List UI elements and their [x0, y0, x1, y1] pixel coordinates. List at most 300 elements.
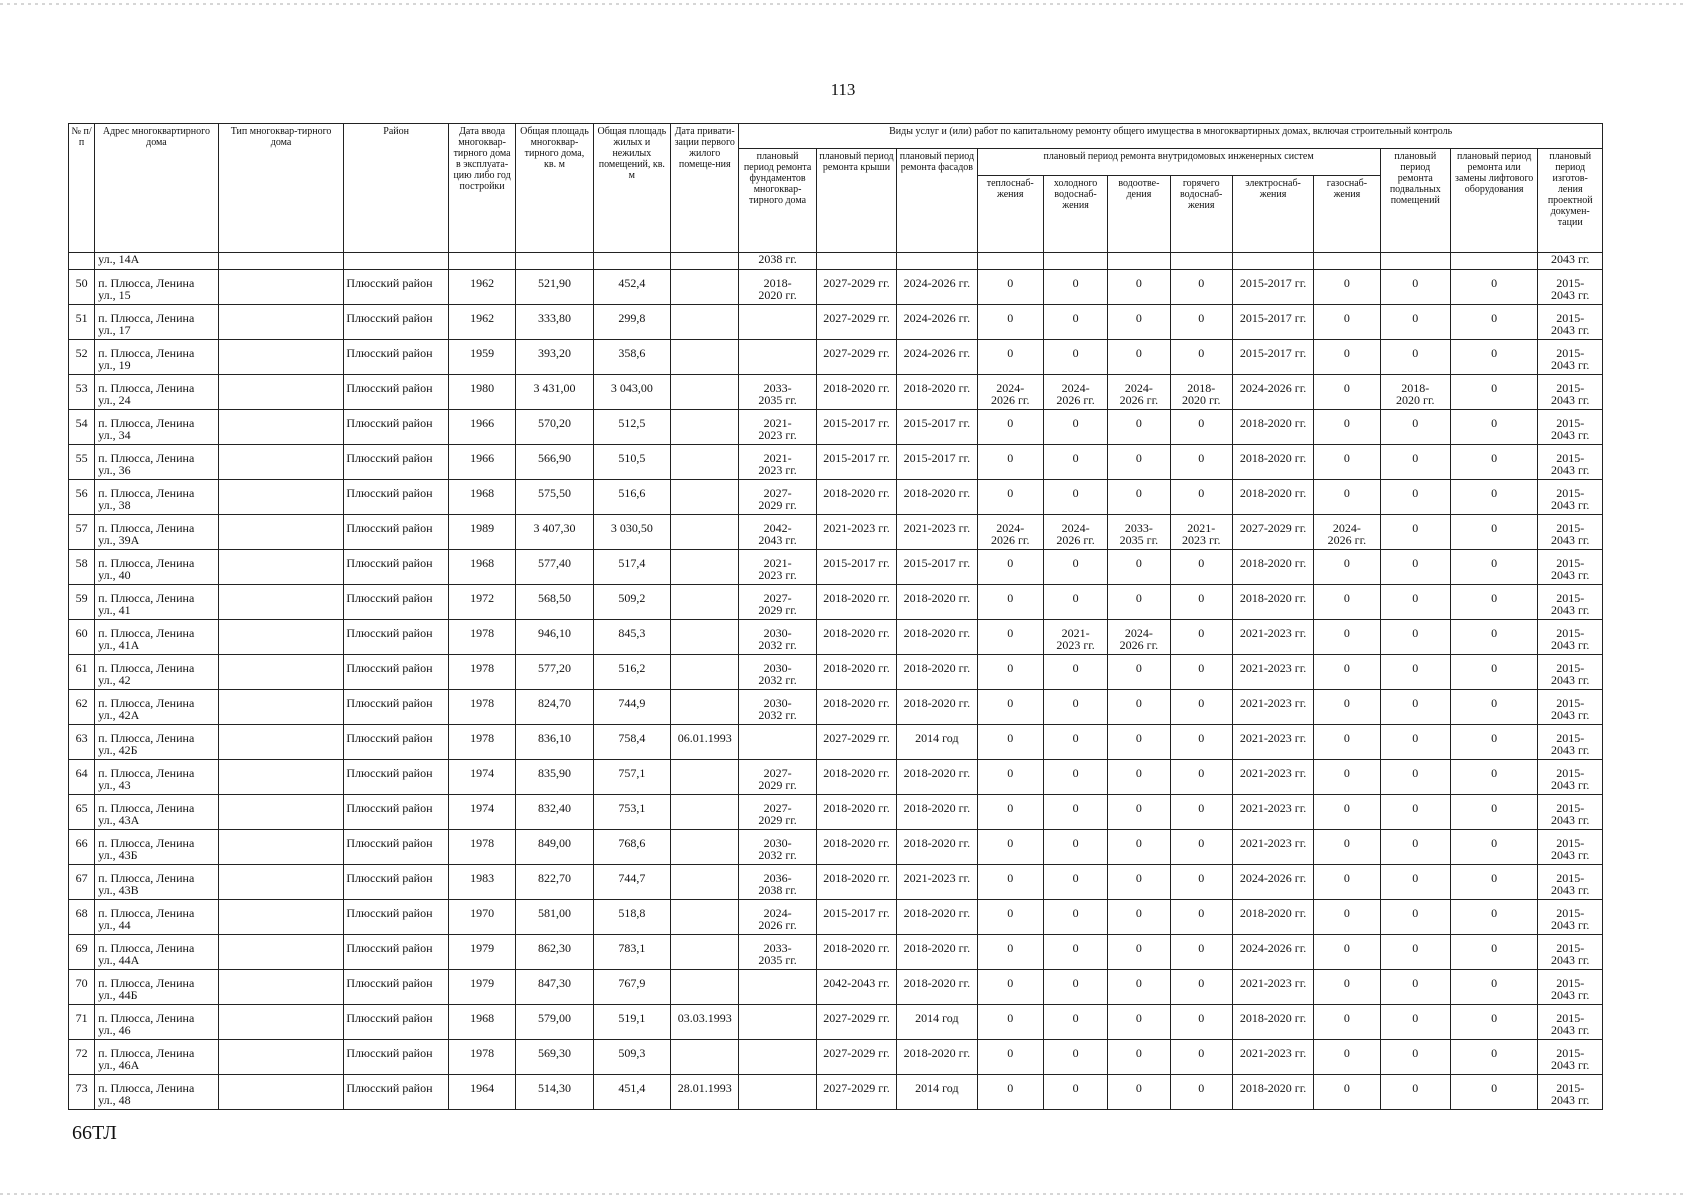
cell-hot-water [1170, 795, 1232, 830]
table-row [69, 725, 1603, 760]
cell-heat-line: 0 [1007, 591, 1014, 605]
cell-roof [816, 410, 896, 445]
cell-elevator-line: 0 [1491, 276, 1498, 290]
cell-foundation [739, 620, 816, 655]
cell-total-area [516, 795, 593, 830]
cell-living-area-line: 758,4 [618, 731, 646, 745]
cell-project-docs-line: 2015- [1556, 311, 1585, 325]
cell-project-docs-line: 2043 гг. [1550, 533, 1590, 547]
cell-living-area-line: 517,4 [618, 556, 646, 570]
cell-address-line: ул., 41А [98, 638, 140, 652]
cell-facade [897, 970, 977, 1005]
cell-basement [1380, 935, 1450, 970]
table-row [69, 900, 1603, 935]
cell-living-area-line: 518,8 [618, 906, 646, 920]
cell-address-line: ул., 46А [98, 1058, 140, 1072]
cell-num [69, 655, 95, 690]
cell-electric-line: 2018-2020 гг. [1239, 906, 1307, 920]
cell-total-area-line: 824,70 [537, 696, 571, 710]
cell-electric [1232, 620, 1313, 655]
cell-sewer [1108, 375, 1170, 410]
cell-facade-line: 2014 год [915, 1011, 959, 1025]
cell-heat-line: 0 [1007, 556, 1014, 570]
cell-address-line: ул., 19 [98, 358, 131, 372]
cell-roof [816, 305, 896, 340]
cell-num [69, 830, 95, 865]
cell-electric-line: 2018-2020 гг. [1239, 486, 1307, 500]
cell-sewer [1108, 480, 1170, 515]
cell-electric [1232, 515, 1313, 550]
cell-basement-line: 0 [1412, 346, 1419, 360]
cell-sewer-line: 0 [1135, 1046, 1142, 1060]
cell-address-line: п. Плюсса, Ленина [98, 486, 195, 500]
cell-roof [816, 445, 896, 480]
cell-living-area [593, 340, 670, 375]
cell-facade-line: 2014 год [915, 1081, 959, 1095]
cell-num [69, 270, 95, 305]
cell-hot-water [1170, 620, 1232, 655]
cell-year-line: 1979 [470, 941, 495, 955]
cell-foundation-line: 2023 гг. [758, 463, 797, 477]
page-number: 113 [830, 80, 856, 99]
cell-elevator-line: 0 [1491, 591, 1498, 605]
cell-basement [1380, 305, 1450, 340]
cell-foundation [739, 305, 816, 340]
table-row [69, 1040, 1603, 1075]
cell-foundation [739, 410, 816, 445]
cell-num [69, 900, 95, 935]
cell-gas-line: 0 [1343, 976, 1350, 990]
cell-project-docs-line: 2043 гг. [1550, 918, 1590, 932]
header-facade: плановый период ремонта фасадов [897, 149, 977, 253]
cell-facade-line: 2015-2017 гг. [903, 416, 971, 430]
cell-living-area-line: 3 030,50 [610, 521, 653, 535]
cell-sewer [1108, 1005, 1170, 1040]
cell-roof [816, 480, 896, 515]
cell-num [69, 515, 95, 550]
cell-roof [816, 760, 896, 795]
cell-address [95, 865, 219, 900]
cell-heat [977, 550, 1043, 585]
cell-project-docs-line: 2015- [1556, 626, 1585, 640]
cell-facade [897, 410, 977, 445]
cell-basement-line: 0 [1412, 1046, 1419, 1060]
cell-sewer-line: 0 [1135, 416, 1142, 430]
cell-elevator [1450, 1040, 1537, 1075]
cell-hot-water [1170, 305, 1232, 340]
cell-address-line: п. Плюсса, Ленина [98, 311, 195, 325]
cell-cold-water-line: 0 [1072, 871, 1079, 885]
cell-project-docs [1538, 270, 1603, 305]
cell-hot-water [1170, 270, 1232, 305]
cell-project-docs-line: 2043 гг. [1550, 498, 1590, 512]
cell-roof-line: 2018-2020 гг. [823, 661, 890, 675]
cell-foundation-line: 2035 гг. [758, 393, 797, 407]
cell-num-line: 58 [75, 556, 88, 570]
cell-cold-water [1043, 515, 1107, 550]
cell-address-line: ул., 38 [98, 498, 131, 512]
cell-num-line: 65 [75, 801, 88, 815]
cell-gas-line: 0 [1343, 381, 1350, 395]
cell-district [344, 900, 449, 935]
cell-cold-water-line: 0 [1072, 416, 1079, 430]
cell-total-area [516, 865, 593, 900]
cell-roof-line: 2015-2017 гг. [823, 906, 890, 920]
cell-project-docs-line: 2043 гг. [1550, 603, 1590, 617]
cell-gas [1314, 270, 1380, 305]
cell-year [448, 760, 515, 795]
cell-electric-line: 2015-2017 гг. [1239, 311, 1307, 325]
cell-total-area-line: 393,20 [537, 346, 571, 360]
cell-address [95, 340, 219, 375]
cell-basement-line: 0 [1412, 591, 1419, 605]
cell-sewer-line: 2026 гг. [1119, 638, 1159, 652]
cell-facade [897, 480, 977, 515]
cell-project-docs [1538, 375, 1603, 410]
cell-total-area-line: 832,40 [537, 801, 571, 815]
cell-type [218, 830, 344, 865]
cell-cold-water [1043, 760, 1107, 795]
table-row [69, 305, 1603, 340]
cell-privatization [671, 1075, 739, 1110]
cell-cold-water-line: 0 [1072, 731, 1079, 745]
cell-electric-line: 2021-2023 гг. [1239, 626, 1307, 640]
cell-project-docs-line: 2043 гг. [1550, 778, 1590, 792]
cell-address [95, 270, 219, 305]
cell-elevator [1450, 1075, 1537, 1110]
cell-privatization-line: 28.01.1993 [677, 1081, 732, 1095]
cell-year-line: 1970 [470, 906, 495, 920]
cell-roof [816, 655, 896, 690]
cell-year-line: 1966 [470, 451, 495, 465]
cell-electric-line: 2024-2026 гг. [1239, 381, 1307, 395]
cell-cold-water-line: 0 [1072, 276, 1079, 290]
cell-address-line: п. Плюсса, Ленина [98, 451, 195, 465]
cell-gas [1314, 305, 1380, 340]
cell-facade [897, 620, 977, 655]
cell-project-docs-line: 2043 гг. [1550, 813, 1590, 827]
cell-electric-line: 2018-2020 гг. [1239, 556, 1307, 570]
cell-basement [1380, 410, 1450, 445]
cell-num [69, 935, 95, 970]
cell-num-line: 51 [75, 311, 88, 325]
cell-address-line: ул., 42А [98, 708, 140, 722]
cell-total-area-line: 575,50 [537, 486, 571, 500]
cell-heat-line: 0 [1007, 1081, 1014, 1095]
cell-type [218, 900, 344, 935]
cell-sewer [1108, 970, 1170, 1005]
continuation-foundation: 2038 гг. [739, 253, 816, 270]
cell-hot-water-line: 0 [1198, 941, 1205, 955]
table-row [69, 270, 1603, 305]
cell-address [95, 550, 219, 585]
cell-sewer [1108, 760, 1170, 795]
cell-privatization [671, 445, 739, 480]
cell-foundation-line: 2030- [763, 696, 792, 710]
cell-facade [897, 690, 977, 725]
cell-num-line: 59 [75, 591, 88, 605]
cell-sewer [1108, 550, 1170, 585]
cell-address [95, 515, 219, 550]
cell-roof [816, 585, 896, 620]
cell-address-line: п. Плюсса, Ленина [98, 801, 195, 815]
cell-total-area-line: 822,70 [537, 871, 571, 885]
cell-basement-line: 0 [1412, 906, 1419, 920]
header-total-area: Общая площадь многоквар-тирного дома, кв. м [516, 124, 593, 253]
cell-cold-water [1043, 305, 1107, 340]
cell-living-area [593, 620, 670, 655]
cell-district [344, 1005, 449, 1040]
cell-year [448, 1005, 515, 1040]
cell-facade-line: 2014 год [915, 731, 959, 745]
cell-foundation [739, 900, 816, 935]
cell-address-line: п. Плюсса, Ленина [98, 836, 195, 850]
cell-foundation-line: 2020 гг. [758, 288, 797, 302]
cell-cold-water-line: 2024- [1061, 521, 1090, 535]
cell-foundation [739, 270, 816, 305]
cell-sewer-line: 0 [1135, 661, 1142, 675]
cell-hot-water-line: 0 [1198, 556, 1205, 570]
cell-foundation-line: 2029 гг. [758, 813, 797, 827]
cell-roof-line: 2018-2020 гг. [823, 871, 890, 885]
cell-electric [1232, 690, 1313, 725]
cell-living-area-line: 516,2 [618, 661, 646, 675]
cell-hot-water-line: 0 [1198, 1046, 1205, 1060]
cell-electric [1232, 795, 1313, 830]
cell-roof [816, 340, 896, 375]
cell-foundation [739, 1005, 816, 1040]
cell-facade-line: 2024-2026 гг. [903, 311, 971, 325]
cell-hot-water [1170, 970, 1232, 1005]
cell-district [344, 585, 449, 620]
cell-heat [977, 655, 1043, 690]
cell-living-area-line: 744,7 [618, 871, 646, 885]
cell-sewer [1108, 830, 1170, 865]
cell-hot-water-line: 0 [1198, 766, 1205, 780]
cell-roof [816, 1005, 896, 1040]
cell-foundation [739, 795, 816, 830]
cell-elevator-line: 0 [1491, 346, 1498, 360]
cell-roof [816, 900, 896, 935]
cell-electric [1232, 1075, 1313, 1110]
cell-district [344, 865, 449, 900]
cell-privatization [671, 900, 739, 935]
cell-address-line: п. Плюсса, Ленина [98, 941, 195, 955]
cell-roof-line: 2018-2020 гг. [823, 626, 890, 640]
table-row [69, 515, 1603, 550]
cell-elevator-line: 0 [1491, 381, 1498, 395]
header-basement: плановый период ремонта подвальных помещений [1380, 149, 1450, 253]
cell-project-docs-line: 2015- [1556, 906, 1585, 920]
cell-cold-water-line: 0 [1072, 976, 1079, 990]
cell-foundation-line: 2027- [763, 591, 792, 605]
cell-hot-water [1170, 340, 1232, 375]
cell-district-line: Плюсский район [346, 976, 433, 990]
cell-year [448, 795, 515, 830]
cell-year [448, 410, 515, 445]
cell-district-line: Плюсский район [346, 836, 433, 850]
cell-basement [1380, 270, 1450, 305]
cell-basement-line: 2020 гг. [1396, 393, 1435, 407]
cell-num-line: 71 [75, 1011, 88, 1025]
cell-foundation-line: 2043 гг. [758, 533, 797, 547]
cell-total-area [516, 900, 593, 935]
cell-privatization [671, 760, 739, 795]
cell-total-area [516, 410, 593, 445]
cell-num [69, 480, 95, 515]
cell-elevator-line: 0 [1491, 626, 1498, 640]
cell-year [448, 690, 515, 725]
cell-foundation-line: 2021- [763, 556, 792, 570]
cell-project-docs-line: 2043 гг. [1550, 988, 1590, 1002]
cell-basement [1380, 550, 1450, 585]
cell-heat-line: 0 [1007, 311, 1014, 325]
cell-basement [1380, 340, 1450, 375]
cell-heat-line: 0 [1007, 836, 1014, 850]
cell-basement [1380, 690, 1450, 725]
cell-basement-line: 0 [1412, 696, 1419, 710]
cell-address [95, 970, 219, 1005]
cell-total-area [516, 620, 593, 655]
cell-facade-line: 2018-2020 гг. [903, 766, 971, 780]
cell-district [344, 830, 449, 865]
cell-sewer-line: 2024- [1124, 381, 1153, 395]
cell-total-area-line: 3 407,30 [533, 521, 576, 535]
cell-type [218, 305, 344, 340]
cell-district [344, 970, 449, 1005]
cell-electric [1232, 305, 1313, 340]
cell-heat-line: 0 [1007, 451, 1014, 465]
cell-roof-line: 2042-2043 гг. [823, 976, 890, 990]
cell-elevator [1450, 900, 1537, 935]
cell-type [218, 760, 344, 795]
cell-foundation [739, 1040, 816, 1075]
cell-heat [977, 725, 1043, 760]
cell-year [448, 515, 515, 550]
cell-gas [1314, 655, 1380, 690]
cell-gas-line: 2024- [1332, 521, 1361, 535]
cell-elevator-line: 0 [1491, 1046, 1498, 1060]
cell-facade-line: 2018-2020 гг. [903, 801, 971, 815]
cell-address [95, 760, 219, 795]
cell-hot-water [1170, 725, 1232, 760]
cell-basement [1380, 760, 1450, 795]
cell-num-line: 52 [75, 346, 88, 360]
cell-sewer-line: 0 [1135, 276, 1142, 290]
cell-living-area [593, 515, 670, 550]
cell-project-docs-line: 2015- [1556, 346, 1585, 360]
cell-living-area-line: 519,1 [618, 1011, 646, 1025]
cell-elevator-line: 0 [1491, 871, 1498, 885]
cell-facade [897, 305, 977, 340]
cell-elevator [1450, 515, 1537, 550]
cell-living-area [593, 795, 670, 830]
cell-facade [897, 585, 977, 620]
cell-roof-line: 2027-2029 гг. [823, 311, 890, 325]
cell-address-line: п. Плюсса, Ленина [98, 1046, 195, 1060]
cell-hot-water [1170, 830, 1232, 865]
cell-cold-water [1043, 830, 1107, 865]
cell-facade-line: 2018-2020 гг. [903, 906, 971, 920]
cell-total-area [516, 1005, 593, 1040]
cell-total-area [516, 585, 593, 620]
cell-gas [1314, 620, 1380, 655]
cell-electric [1232, 725, 1313, 760]
cell-living-area-line: 452,4 [618, 276, 646, 290]
cell-type [218, 655, 344, 690]
cell-total-area-line: 569,30 [537, 1046, 571, 1060]
cell-electric-line: 2018-2020 гг. [1239, 451, 1307, 465]
cell-living-area [593, 410, 670, 445]
table-row [69, 760, 1603, 795]
cell-facade-line: 2015-2017 гг. [903, 556, 971, 570]
cell-year-line: 1968 [470, 556, 495, 570]
cell-living-area-line: 744,9 [618, 696, 646, 710]
cell-electric [1232, 1040, 1313, 1075]
cell-living-area-line: 845,3 [618, 626, 646, 640]
cell-year [448, 900, 515, 935]
cell-num [69, 795, 95, 830]
cell-district [344, 795, 449, 830]
cell-total-area [516, 690, 593, 725]
cell-electric [1232, 970, 1313, 1005]
cell-cold-water-line: 0 [1072, 836, 1079, 850]
cell-hot-water [1170, 550, 1232, 585]
cell-roof-line: 2027-2029 гг. [823, 276, 890, 290]
cell-district [344, 270, 449, 305]
cell-heat [977, 515, 1043, 550]
cell-num-line: 60 [75, 626, 88, 640]
cell-year-line: 1978 [470, 626, 495, 640]
cell-project-docs [1538, 760, 1603, 795]
cell-project-docs-line: 2015- [1556, 1081, 1585, 1095]
cell-district-line: Плюсский район [346, 381, 433, 395]
header-elevator: плановый период ремонта или замены лифтового оборудования [1450, 149, 1537, 253]
cell-gas-line: 0 [1343, 941, 1350, 955]
cell-address-line: ул., 42 [98, 673, 131, 687]
cell-num-line: 73 [75, 1081, 88, 1095]
cell-gas-line: 0 [1343, 801, 1350, 815]
cell-project-docs-line: 2015- [1556, 556, 1585, 570]
cell-basement-line: 0 [1412, 871, 1419, 885]
cell-basement-line: 2018- [1401, 381, 1430, 395]
cell-gas [1314, 480, 1380, 515]
cell-facade [897, 935, 977, 970]
cell-hot-water-line: 0 [1198, 836, 1205, 850]
cell-type [218, 1005, 344, 1040]
scan-edge-bottom [0, 1193, 1686, 1195]
cell-total-area-line: 514,30 [537, 1081, 571, 1095]
cell-district-line: Плюсский район [346, 731, 433, 745]
cell-facade [897, 760, 977, 795]
cell-elevator [1450, 270, 1537, 305]
cell-hot-water-line: 0 [1198, 311, 1205, 325]
table-row [69, 935, 1603, 970]
cell-num-line: 66 [75, 836, 88, 850]
cell-basement [1380, 725, 1450, 760]
cell-facade-line: 2018-2020 гг. [903, 976, 971, 990]
cell-elevator [1450, 445, 1537, 480]
cell-electric-line: 2021-2023 гг. [1239, 731, 1307, 745]
cell-type [218, 725, 344, 760]
cell-basement-line: 0 [1412, 661, 1419, 675]
cell-facade [897, 900, 977, 935]
cell-cold-water-line: 0 [1072, 556, 1079, 570]
cell-foundation-line: 2023 гг. [758, 428, 797, 442]
cell-living-area-line: 3 043,00 [610, 381, 653, 395]
cell-address-line: п. Плюсса, Ленина [98, 1081, 195, 1095]
cell-address-line: ул., 44А [98, 953, 140, 967]
